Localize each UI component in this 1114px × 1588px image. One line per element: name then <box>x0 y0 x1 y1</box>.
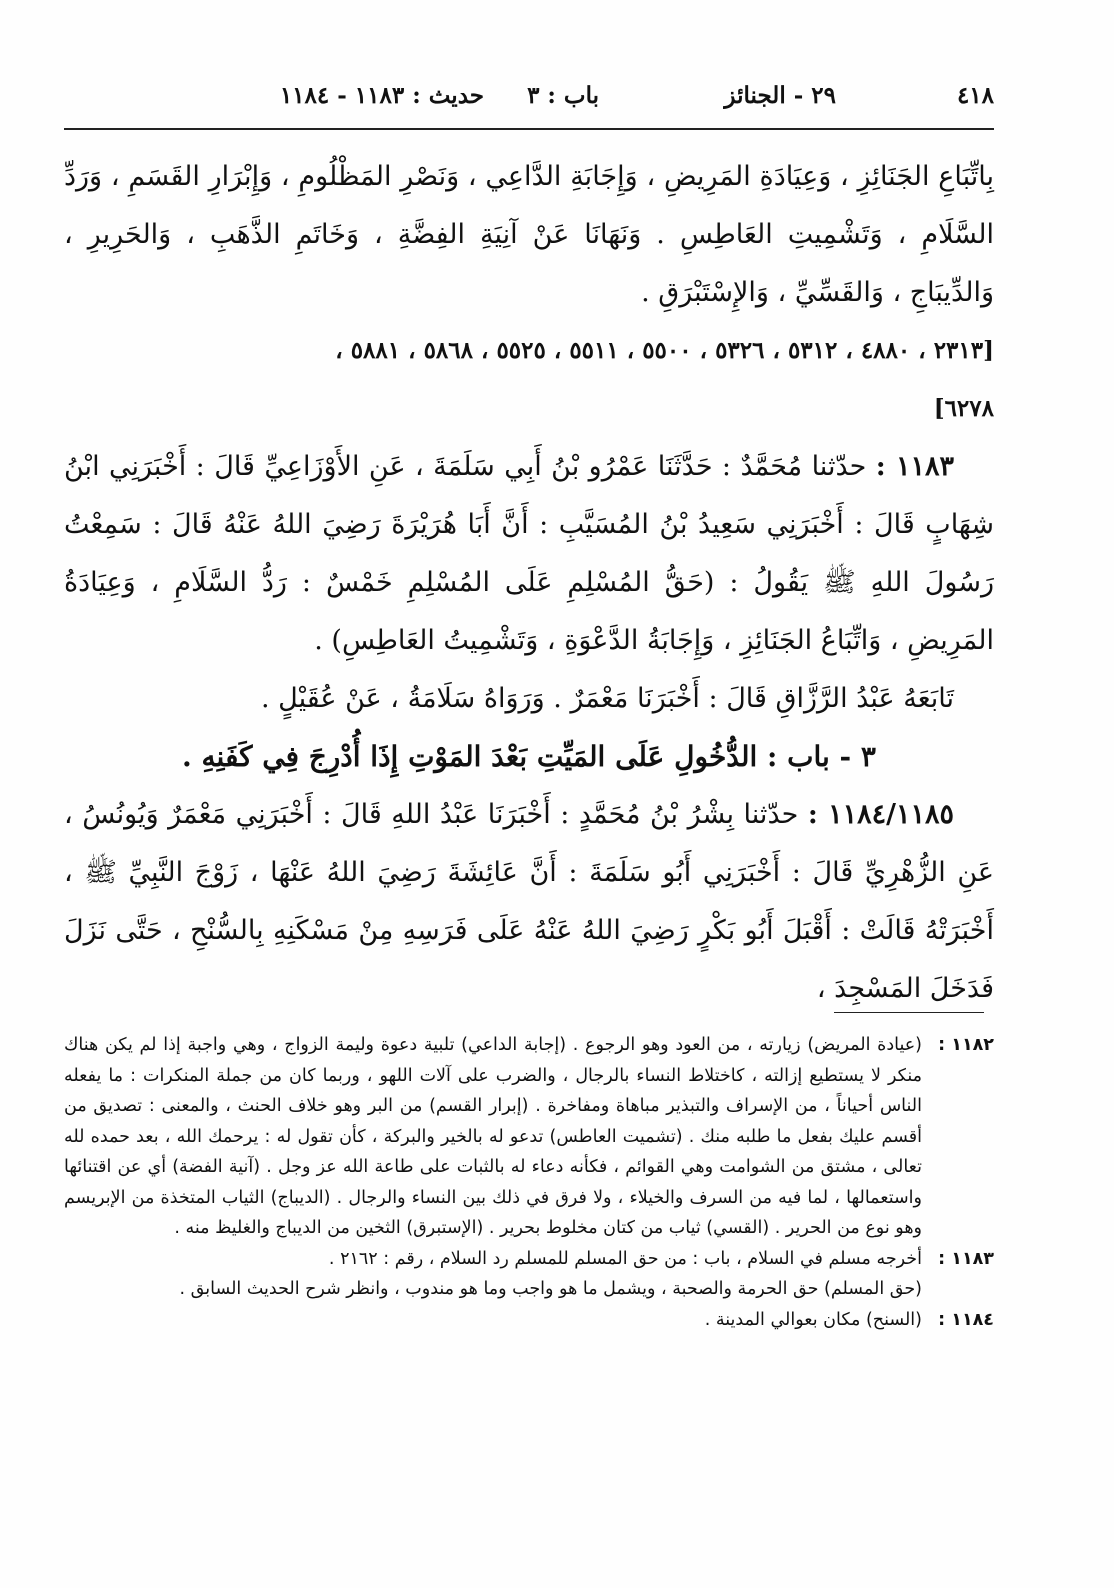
footnote-text: (عيادة المريض) زيارته ، من العود وهو الرجوع . (إجابة الداعي) تلبية دعوة وليمة الزواج ، وهي واجبة إذا لم يكن هناك منكر لا يستطيع إزالته ، كاختلاط النساء بالرجال ، والضرب على آلات اللهو ، وربما كان من جملة المنكرات : ما يفعله الناس أحياناً ، من الإسراف والتبذير مباهاة ومفاخرة . (إبرار القسم) من البر وهو خلاف الحنث ، والمعنى : تصديق من أقسم عليك بفعل ما طلبه منك . (تشميت العاطس) تدعو له بالخير والبركة ، كأن تقول له : يرحمك الله ، بعد حمده لله تعالى ، مشتق من الشوامت وهي القوائم ، فكأنه دعاء له بالثبات على طاعة الله عز وجل . (آنية الفضة) أي عن اقتنائها واستعمالها ، لما فيه من السرف والخيلاء ، ولا فرق في ذلك بين النساء والرجال . (الديباج) الثياب المتخذة من الإبريسم وهو نوع من الحرير . (القسي) ثياب من كتان مخلوط بحرير . (الإستبرق) الثخين من الديباج والغليظ منه . <box>64 1035 922 1238</box>
tabaahu-note: تَابَعَهُ عَبْدُ الرَّزَّاقِ قَالَ : أَخْبَرَنَا مَعْمَرٌ . وَرَوَاهُ سَلَامَةُ ، عَنْ عُقَيْلٍ . <box>260 683 954 714</box>
footnote-number: ١١٨٣ : <box>938 1248 994 1269</box>
footnote-number: ١١٨٤ : <box>938 1309 994 1330</box>
footnote-1183 <box>64 1244 994 1275</box>
hadith-number: ١١٨٤/١١٨٥ : <box>807 799 954 830</box>
cross-references-line2: ٦٢٧٨] <box>933 395 994 422</box>
chapter-heading: ٣ - باب : الدُّخُولِ عَلَى المَيِّتِ بَعْدَ المَوْتِ إِذَا أُدْرِجَ فِي كَفَنِهِ . <box>182 740 876 773</box>
header-rule <box>64 128 994 130</box>
footnote-text: (السنح) مكان بعوالي المدينة . <box>704 1309 922 1330</box>
hadith-text: حدّثنا مُحَمَّدٌ : حَدَّثَنَا عَمْرُو بْنُ أَبِي سَلَمَةَ ، عَنِ الأَوْزَاعِيِّ قَالَ : أَخْبَرَنِي ابْنُ شِهَابٍ قَالَ : أَخْبَرَنِي سَعِيدُ بْنُ المُسَيَّبِ : أَنَّ أَبَا هُرَيْرَةَ رَضِيَ اللهُ عَنْهُ قَالَ : سَمِعْتُ رَسُولَ اللهِ ﷺ يَقُولُ : (حَقُّ المُسْلِمِ عَلَى المُسْلِمِ خَمْسٌ : رَدُّ السَّلَامِ ، وَعِيَادَةُ المَرِيضِ ، وَاتِّبَاعُ الجَنَائِزِ ، وَإِجَابَةُ الدَّعْوَةِ ، وَتَشْمِيتُ العَاطِسِ) . <box>64 451 994 656</box>
footnote-1183-note: (حق المسلم) حق الحرمة والصحبة ، ويشمل ما هو واجب وما هو مندوب ، وانظر شرح الحديث السابق . <box>179 1279 922 1299</box>
chapter-number: باب : ٣ <box>527 82 599 109</box>
footnote-1182 <box>64 1030 994 1244</box>
cross-references <box>64 322 994 438</box>
footnotes <box>64 1030 994 1335</box>
footnote-number: ١١٨٢ : <box>938 1035 994 1055</box>
running-header <box>64 82 994 122</box>
footnote-text: أخرجه مسلم في السلام ، باب : من حق المسلم للمسلم رد السلام ، رقم : ٢١٦٢ . <box>328 1248 922 1269</box>
book-title: ٢٩ - الجنائز <box>724 82 836 109</box>
hadith-1183 <box>64 438 994 670</box>
hadith-1184 <box>64 786 994 1018</box>
hadith-text: حدّثنا بِشْرُ بْنُ مُحَمَّدٍ : أَخْبَرَنَا عَبْدُ اللهِ قَالَ : أَخْبَرَنِي مَعْمَرٌ وَيُونُسُ ، عَنِ الزُّهْرِيِّ قَالَ : أَخْبَرَنِي أَبُو سَلَمَةَ : أَنَّ عَائِشَةَ رَضِيَ اللهُ عَنْهَا ، زَوْجَ النَّبِيِّ ﷺ ، أَخْبَرَتْهُ قَالَتْ : أَقْبَلَ أَبُو بَكْرٍ رَضِيَ اللهُ عَنْهُ عَلَى فَرَسِهِ مِنْ مَسْكَنِهِ بِالسُّنْحِ ، حَتَّى نَزَلَ فَدَخَلَ المَسْجِدَ ، <box>64 799 994 1004</box>
page <box>64 0 994 1588</box>
page-number: ٤١٨ <box>956 82 994 109</box>
footnote-rule <box>834 1012 984 1013</box>
hadith-range: حديث : ١١٨٣ - ١١٨٤ <box>279 82 484 109</box>
cross-references-line1: [٢٣١٣ ، ٤٨٨٠ ، ٥٣١٢ ، ٥٣٢٦ ، ٥٥٠٠ ، ٥٥١١ ، ٥٥٢٥ ، ٥٨٦٨ ، ٥٨٨١ ، <box>335 337 994 364</box>
main-text <box>64 148 994 1018</box>
previous-hadith-ending: بِاتِّبَاعِ الجَنَائِزِ ، وَعِيَادَةِ المَرِيضِ ، وَإِجَابَةِ الدَّاعِي ، وَنَصْرِ المَظْلُومِ ، وَإِبْرَارِ القَسَمِ ، وَرَدِّ السَّلَامِ ، وَتَشْمِيتِ العَاطِسِ . وَنَهَانَا عَنْ آنِيَةِ الفِضَّةِ ، وَخَاتَمِ الذَّهَبِ ، وَالحَرِيرِ ، وَالدِّيبَاجِ ، وَالقَسِّيِّ ، وَالإِسْتَبْرَقِ . <box>64 161 994 308</box>
footnote-1184 <box>64 1305 994 1336</box>
hadith-number: ١١٨٣ : <box>875 451 954 482</box>
